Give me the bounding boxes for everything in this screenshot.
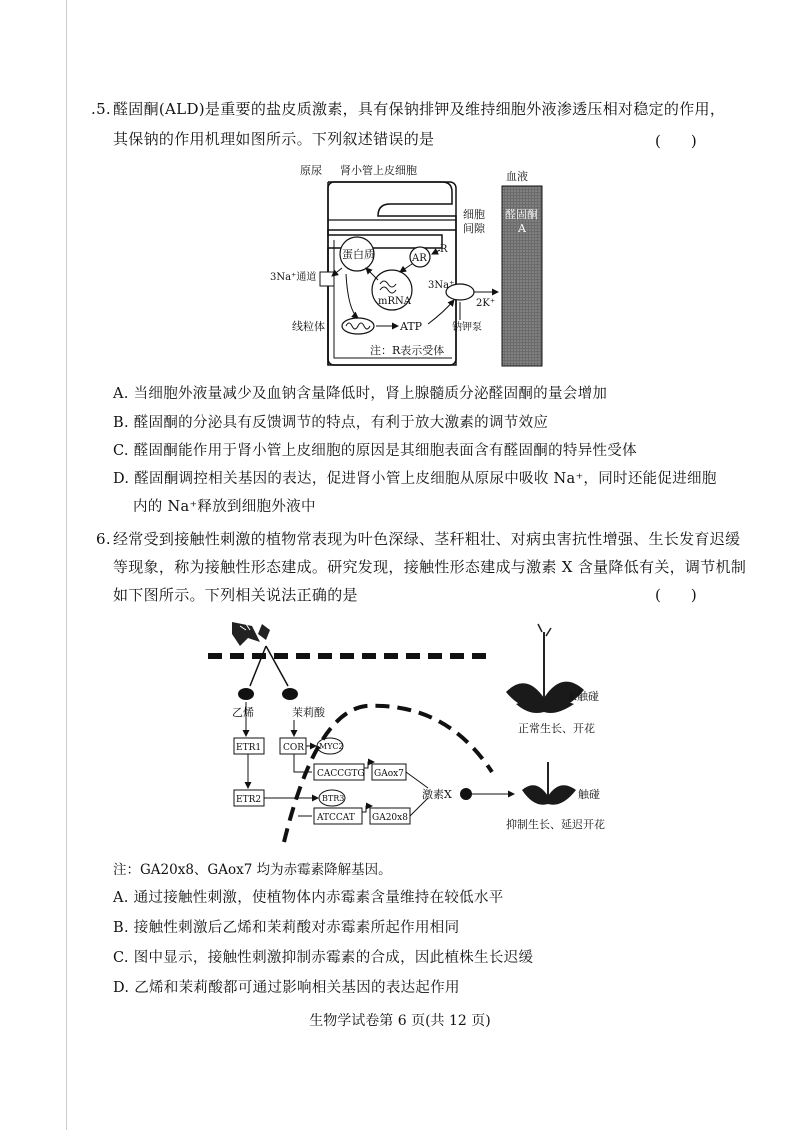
label-atp: ATP (400, 320, 423, 333)
label-protein: 蛋白质 (342, 248, 375, 261)
label-normal-growth: 正常生长、开花 (518, 722, 595, 735)
q5-number: .5. (91, 100, 111, 118)
q5-option-d[interactable]: D. 醛固酮调控相关基因的表达，促进肾小管上皮细胞从原尿中吸收 Na⁺，同时还能促进细胞 (113, 471, 717, 487)
label-aldosterone: 醛固酮 (505, 208, 538, 221)
label-cor: COR (283, 743, 305, 753)
label-na-channel: 3Na⁺通道 (270, 272, 317, 283)
r-arrow (432, 250, 440, 254)
protein-to-mito-arrow (346, 274, 358, 318)
label-inhibited-growth: 抑制生长、延迟开花 (506, 818, 605, 831)
touch-stimulus-icon (232, 622, 270, 646)
label-etr2: ETR2 (236, 795, 262, 805)
label-gap-1: 细胞 (463, 208, 485, 221)
gaox7-inhibit-line (406, 772, 428, 788)
q6-number: 6. (96, 530, 111, 548)
q6-option-b[interactable]: B. 接触性刺激后乙烯和茉莉酸对赤霉素所起作用相同 (113, 920, 460, 936)
q5-answer-bracket: ( ) (655, 132, 697, 150)
na-channel (320, 272, 334, 286)
q6-stem-line1: 经常受到接触性刺激的植物常表现为叶色深绿、茎秆粗壮、对病虫害抗性增强、生长发育迟缓 (113, 530, 741, 548)
q6-option-d[interactable]: D. 乙烯和茉莉酸都可通过影响相关基因的表达起作用 (113, 980, 460, 996)
label-yuanniao: 原尿 (300, 164, 322, 177)
label-gaox7: GAox7 (374, 769, 404, 779)
q6-answer-bracket: ( ) (655, 586, 697, 604)
label-jasmonic-acid: 茉莉酸 (292, 706, 325, 719)
q5-diagram (262, 160, 582, 375)
label-btr3: BTR3 (322, 794, 345, 803)
label-myc2: MYC2 (319, 742, 344, 751)
label-r: R (440, 244, 448, 255)
q6-diagram (196, 612, 616, 844)
q5-stem-line2: 其保钠的作用机理如图所示。下列叙述错误的是 (113, 130, 435, 148)
label-ar: AR (412, 253, 427, 264)
touched-plant-icon (522, 762, 576, 805)
ethylene-dot (238, 688, 254, 700)
label-hormone-x: 激素X (422, 788, 452, 801)
label-kidney-cell: 肾小管上皮细胞 (340, 164, 417, 177)
page-footer: 生物学试卷第 6 页(共 12 页) (309, 1013, 491, 1029)
ja-dot (282, 688, 298, 700)
q5-option-d-cont: 内的 Na⁺释放到细胞外液中 (133, 499, 316, 515)
label-mitochondria: 线粒体 (292, 320, 325, 333)
q6-stem-line3: 如下图所示。下列相关说法正确的是 (113, 586, 358, 604)
label-atccat: ATCCAT (317, 813, 355, 823)
label-ethylene: 乙烯 (232, 706, 254, 719)
q5-option-a[interactable]: A. 当细胞外液量减少及血钠含量降低时，肾上腺髓质分泌醛固酮的量会增加 (113, 386, 608, 402)
label-pump: 钠钾泵 (452, 322, 482, 333)
q6-stem-line2: 等现象，称为接触性形态建成。研究发现，接触性形态建成与激素 X 含量降低有关，调节机制 (113, 558, 747, 576)
signal-line-right (266, 646, 288, 686)
signal-line-left (250, 646, 266, 686)
page-left-border (66, 0, 67, 1130)
label-touched: 触碰 (578, 788, 600, 801)
hormone-x-dot (460, 788, 472, 800)
label-etr1: ETR1 (236, 743, 262, 753)
label-caccgtg: CACCGTG (317, 769, 365, 779)
label-3na: 3Na⁺ (428, 280, 455, 291)
ar-to-nucleus-arrow (400, 264, 412, 272)
q6-option-a[interactable]: A. 通过接触性刺激，使植物体内赤霉素含量维持在较低水平 (113, 890, 504, 906)
q6-figure-note: 注：GA20x8、GAox7 均为赤霉素降解基因。 (113, 862, 392, 878)
mrna-to-protein-arrow (366, 268, 378, 280)
label-gap-2: 间隙 (463, 222, 485, 235)
atp-to-pump-arrow (428, 300, 454, 324)
label-ga20x8: GA20x8 (372, 813, 408, 823)
label-2k: 2K⁺ (476, 298, 496, 309)
q5-option-b[interactable]: B. 醛固酮的分泌具有反馈调节的特点，有利于放大激素的调节效应 (113, 415, 549, 431)
q5-option-c[interactable]: C. 醛固酮能作用于肾小管上皮细胞的原因是其细胞表面含有醛固酮的特异性受体 (113, 443, 637, 459)
q5-stem-line1: 醛固酮(ALD)是重要的盐皮质激素，具有保钠排钾及维持细胞外液渗透压相对稳定的作用， (113, 100, 726, 118)
label-blood: 血液 (506, 170, 528, 183)
q6-option-c[interactable]: C. 图中显示，接触性刺激抑制赤霉素的合成，因此植株生长迟缓 (113, 950, 534, 966)
label-a: A (518, 222, 526, 235)
label-untouched: 未触碰 (566, 690, 599, 703)
q5-figure-note: 注：R表示受体 (370, 344, 445, 357)
label-mrna: mRNA (378, 296, 411, 307)
